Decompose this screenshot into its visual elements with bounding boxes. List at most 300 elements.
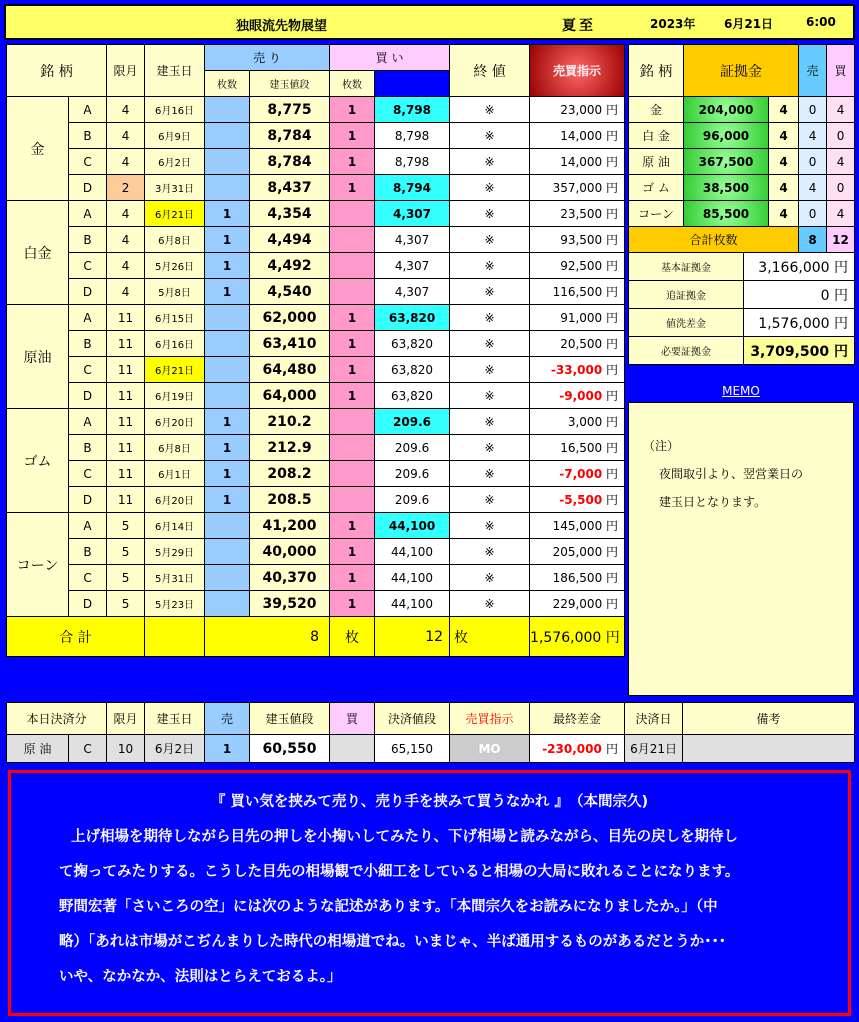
- instruction-cell: ※: [450, 409, 530, 435]
- margin-row: [629, 123, 855, 149]
- close-cell: 209.6: [375, 461, 450, 487]
- total-diff: 1,576,000 円: [530, 617, 625, 657]
- table-row: [7, 565, 625, 591]
- table-row: [7, 227, 625, 253]
- settle-buy: [330, 735, 375, 763]
- entry-date-cell: 6月14日: [145, 513, 205, 539]
- close-cell: 4,307: [375, 201, 450, 227]
- close-cell: 209.6: [375, 409, 450, 435]
- entry-price-cell: 8,784: [250, 123, 330, 149]
- buy-count-cell: 1: [330, 175, 375, 201]
- sub-label: C: [69, 461, 107, 487]
- total-count-label: 合計枚数: [629, 227, 799, 253]
- summary-row: [629, 337, 855, 365]
- instruction-cell: ※: [450, 97, 530, 123]
- settle-header-notes: 備考: [683, 703, 855, 735]
- group-name: ゴム: [7, 409, 69, 513]
- table-row: [7, 201, 625, 227]
- settle-date: 6月2日: [145, 735, 205, 763]
- group-name: コーン: [7, 513, 69, 617]
- settle-sub: C: [69, 735, 107, 763]
- quote-line-1: 上げ相場を期待しながら目先の押しを小掬いしてみたり、下げ相場と読みながら、目先の戻しを期待し: [71, 829, 738, 845]
- memo-line-1: 夜間取引より、翌営業日の: [659, 467, 804, 481]
- diff-cell: 23,000 円: [530, 97, 625, 123]
- memo-header: [628, 380, 854, 400]
- positions-table: [6, 44, 625, 657]
- sell-count-cell: [205, 123, 250, 149]
- settle-header-label: 本日決済分: [7, 703, 107, 735]
- buy-count-cell: [330, 435, 375, 461]
- margin-brand: ゴ ム: [629, 175, 684, 201]
- settle-header-entry-date: 建玉日: [145, 703, 205, 735]
- month-cell: 4: [107, 123, 145, 149]
- sub-label: C: [69, 357, 107, 383]
- total-count-buy: 12: [827, 227, 855, 253]
- margin-header-buy: 買: [827, 45, 855, 97]
- month-cell: 11: [107, 331, 145, 357]
- sell-count-cell: [205, 539, 250, 565]
- month-cell: 11: [107, 409, 145, 435]
- table-row: [7, 97, 625, 123]
- quote-line-4: 略）「あれは市場がこぢんまりした時代の相場道でね。いまじゃ、半ば通用するものがあるだとうか･･･: [59, 934, 726, 950]
- close-cell: 44,100: [375, 591, 450, 617]
- entry-date-cell: 3月31日: [145, 175, 205, 201]
- table-row: [7, 357, 625, 383]
- instruction-cell: ※: [450, 461, 530, 487]
- summary-value: 3,709,500 円: [744, 337, 855, 365]
- header-sell-count: 枚数: [205, 71, 250, 97]
- sell-count-cell: 1: [205, 201, 250, 227]
- entry-price-cell: 39,520: [250, 591, 330, 617]
- instruction-cell: ※: [450, 279, 530, 305]
- entry-date-cell: 6月21日: [145, 357, 205, 383]
- diff-cell: 357,000 円: [530, 175, 625, 201]
- month-cell: 11: [107, 383, 145, 409]
- month-cell: 4: [107, 279, 145, 305]
- buy-count-cell: 1: [330, 331, 375, 357]
- sell-count-cell: [205, 383, 250, 409]
- sell-count-cell: [205, 149, 250, 175]
- group-name: 原油: [7, 305, 69, 409]
- sell-count-cell: 1: [205, 487, 250, 513]
- total-buy-count: 12: [375, 617, 450, 657]
- header-buy-count: 枚数: [330, 71, 375, 97]
- quote-line-5: いや、なかなか、法則はとらえておるよ。」: [59, 969, 342, 985]
- close-cell: 8,794: [375, 175, 450, 201]
- close-cell: 63,820: [375, 383, 450, 409]
- margin-row: [629, 175, 855, 201]
- close-cell: 8,798: [375, 97, 450, 123]
- buy-count-cell: 1: [330, 149, 375, 175]
- memo-note-title: （注）: [643, 439, 680, 453]
- diff-cell: 145,000 円: [530, 513, 625, 539]
- buy-count-cell: [330, 409, 375, 435]
- sub-label: A: [69, 201, 107, 227]
- sub-label: D: [69, 487, 107, 513]
- margin-row: [629, 97, 855, 123]
- margin-sell: 0: [799, 149, 827, 175]
- sub-label: A: [69, 513, 107, 539]
- header-sell: 売 り: [205, 45, 330, 71]
- close-cell: 4,307: [375, 279, 450, 305]
- memo-link[interactable]: MEMO: [722, 384, 760, 398]
- summary-label: 必要証拠金: [629, 337, 744, 365]
- entry-date-cell: 5月23日: [145, 591, 205, 617]
- margin-sell: 4: [799, 123, 827, 149]
- buy-count-cell: [330, 461, 375, 487]
- margin-header-margin: 証拠金: [684, 45, 799, 97]
- buy-count-cell: 1: [330, 383, 375, 409]
- settle-price: 60,550: [250, 735, 330, 763]
- buy-count-cell: 1: [330, 513, 375, 539]
- header-month: 限月: [107, 45, 145, 97]
- buy-count-cell: 1: [330, 97, 375, 123]
- settle-header-settle-price: 決済値段: [375, 703, 450, 735]
- group-name: 金: [7, 97, 69, 201]
- diff-cell: -5,500 円: [530, 487, 625, 513]
- margin-value: 204,000: [684, 97, 769, 123]
- month-cell: 11: [107, 487, 145, 513]
- sell-count-cell: 1: [205, 227, 250, 253]
- margin-buy: 0: [827, 123, 855, 149]
- margin-value: 38,500: [684, 175, 769, 201]
- margin-row: [629, 201, 855, 227]
- memo-box: [628, 402, 854, 696]
- settle-header-sell: 売: [205, 703, 250, 735]
- margin-mult: 4: [769, 123, 799, 149]
- entry-date-cell: 5月31日: [145, 565, 205, 591]
- instruction-cell: ※: [450, 227, 530, 253]
- settle-header-settle-date: 決済日: [625, 703, 683, 735]
- sub-label: A: [69, 409, 107, 435]
- sub-label: B: [69, 435, 107, 461]
- month-cell: 4: [107, 97, 145, 123]
- entry-price-cell: 40,370: [250, 565, 330, 591]
- close-cell: 44,100: [375, 513, 450, 539]
- diff-cell: 229,000 円: [530, 591, 625, 617]
- close-cell: 4,307: [375, 227, 450, 253]
- instruction-cell: ※: [450, 175, 530, 201]
- entry-date-cell: 6月16日: [145, 97, 205, 123]
- entry-price-cell: 4,494: [250, 227, 330, 253]
- instruction-cell: ※: [450, 201, 530, 227]
- settle-notes: [683, 735, 855, 763]
- table-row: [7, 409, 625, 435]
- sell-count-cell: [205, 513, 250, 539]
- entry-price-cell: 62,000: [250, 305, 330, 331]
- header-entry-date: 建玉日: [145, 45, 205, 97]
- sub-label: B: [69, 227, 107, 253]
- buy-count-cell: 1: [330, 539, 375, 565]
- entry-price-cell: 4,540: [250, 279, 330, 305]
- margin-value: 96,000: [684, 123, 769, 149]
- header-brand: 銘 柄: [7, 45, 107, 97]
- total-count-sell: 8: [799, 227, 827, 253]
- close-cell: 209.6: [375, 435, 450, 461]
- header-close: 終 値: [450, 45, 530, 97]
- margin-mult: 4: [769, 175, 799, 201]
- total-sell-unit: 枚: [330, 617, 375, 657]
- instruction-cell: ※: [450, 149, 530, 175]
- settle-header-instruction: 売買指示: [450, 703, 530, 735]
- year-label: 2023年: [650, 17, 696, 31]
- margin-sell: 4: [799, 175, 827, 201]
- summary-label: 値洗差金: [629, 309, 744, 337]
- total-label: 合 計: [7, 617, 145, 657]
- entry-date-cell: 6月16日: [145, 331, 205, 357]
- margin-buy: 0: [827, 175, 855, 201]
- sub-label: D: [69, 279, 107, 305]
- table-row: [7, 383, 625, 409]
- close-cell: 44,100: [375, 539, 450, 565]
- quote-box: [8, 770, 851, 1016]
- instruction-cell: ※: [450, 357, 530, 383]
- table-row: [7, 253, 625, 279]
- diff-cell: 20,500 円: [530, 331, 625, 357]
- entry-date-cell: 6月20日: [145, 487, 205, 513]
- buy-count-cell: 1: [330, 123, 375, 149]
- sub-label: B: [69, 331, 107, 357]
- close-cell: 63,820: [375, 357, 450, 383]
- season-label: 夏至: [562, 18, 596, 34]
- summary-row: [629, 281, 855, 309]
- header-entry-price: 建玉値段: [250, 71, 330, 97]
- diff-cell: -7,000 円: [530, 461, 625, 487]
- entry-date-cell: 5月29日: [145, 539, 205, 565]
- sub-label: C: [69, 253, 107, 279]
- diff-cell: 14,000 円: [530, 123, 625, 149]
- close-cell: 44,100: [375, 565, 450, 591]
- diff-cell: 16,500 円: [530, 435, 625, 461]
- entry-date-cell: 5月26日: [145, 253, 205, 279]
- instruction-cell: ※: [450, 123, 530, 149]
- month-cell: 11: [107, 461, 145, 487]
- month-cell: 4: [107, 227, 145, 253]
- settle-header-final-diff: 最終差金: [530, 703, 625, 735]
- settle-header-month: 限月: [107, 703, 145, 735]
- total-buy-unit: 枚: [450, 617, 530, 657]
- margin-mult: 4: [769, 97, 799, 123]
- sub-label: B: [69, 123, 107, 149]
- entry-price-cell: 8,775: [250, 97, 330, 123]
- quote-line-2: て掬ってみたりする。こうした目先の相場観で小細工をしていると相場の大局に敗れることになります。: [59, 864, 740, 880]
- entry-price-cell: 4,492: [250, 253, 330, 279]
- header-buy: 買 い: [330, 45, 450, 71]
- sub-label: A: [69, 97, 107, 123]
- diff-cell: 186,500 円: [530, 565, 625, 591]
- margin-brand: 金: [629, 97, 684, 123]
- sell-count-cell: [205, 565, 250, 591]
- entry-date-cell: 5月8日: [145, 279, 205, 305]
- margin-row: [629, 149, 855, 175]
- entry-date-cell: 6月8日: [145, 227, 205, 253]
- table-row: [7, 435, 625, 461]
- instruction-cell: ※: [450, 487, 530, 513]
- buy-count-cell: 1: [330, 357, 375, 383]
- diff-cell: 23,500 円: [530, 201, 625, 227]
- table-row: [7, 591, 625, 617]
- sell-count-cell: 1: [205, 461, 250, 487]
- entry-date-cell: 6月21日: [145, 201, 205, 227]
- title-bar: [4, 4, 855, 40]
- entry-price-cell: 64,000: [250, 383, 330, 409]
- sell-count-cell: [205, 591, 250, 617]
- buy-count-cell: [330, 201, 375, 227]
- diff-cell: 91,000 円: [530, 305, 625, 331]
- settle-settle-date: 6月21日: [625, 735, 683, 763]
- entry-date-cell: 6月15日: [145, 305, 205, 331]
- entry-price-cell: 63,410: [250, 331, 330, 357]
- table-row: [7, 305, 625, 331]
- table-row: [7, 461, 625, 487]
- summary-row: [629, 253, 855, 281]
- buy-count-cell: 1: [330, 591, 375, 617]
- group-name: 白金: [7, 201, 69, 305]
- buy-count-cell: [330, 487, 375, 513]
- instruction-cell: ※: [450, 435, 530, 461]
- diff-cell: 92,500 円: [530, 253, 625, 279]
- sell-count-cell: [205, 175, 250, 201]
- diff-cell: 3,000 円: [530, 409, 625, 435]
- buy-count-cell: [330, 227, 375, 253]
- sell-count-cell: 1: [205, 409, 250, 435]
- margin-buy: 4: [827, 201, 855, 227]
- sell-count-cell: 1: [205, 253, 250, 279]
- entry-date-cell: 6月20日: [145, 409, 205, 435]
- sell-count-cell: 1: [205, 279, 250, 305]
- margin-buy: 4: [827, 149, 855, 175]
- close-cell: 63,820: [375, 331, 450, 357]
- entry-price-cell: 41,200: [250, 513, 330, 539]
- margin-mult: 4: [769, 149, 799, 175]
- month-cell: 5: [107, 539, 145, 565]
- header-instruction: 売買指示: [530, 45, 625, 97]
- close-cell: 63,820: [375, 305, 450, 331]
- entry-price-cell: 212.9: [250, 435, 330, 461]
- month-cell: 4: [107, 201, 145, 227]
- margin-mult: 4: [769, 201, 799, 227]
- summary-label: 追証拠金: [629, 281, 744, 309]
- close-cell: 209.6: [375, 487, 450, 513]
- margin-brand: 原 油: [629, 149, 684, 175]
- settle-final-diff: -230,000 円: [530, 735, 625, 763]
- month-cell: 11: [107, 435, 145, 461]
- sell-count-cell: [205, 305, 250, 331]
- month-cell: 11: [107, 305, 145, 331]
- month-cell: 5: [107, 565, 145, 591]
- month-cell: 4: [107, 149, 145, 175]
- instruction-cell: ※: [450, 383, 530, 409]
- entry-date-cell: 6月9日: [145, 123, 205, 149]
- summary-label: 基本証拠金: [629, 253, 744, 281]
- summary-row: [629, 309, 855, 337]
- settle-header-buy: 買: [330, 703, 375, 735]
- summary-value: 1,576,000 円: [744, 309, 855, 337]
- settle-month: 10: [107, 735, 145, 763]
- entry-date-cell: 6月19日: [145, 383, 205, 409]
- month-cell: 11: [107, 357, 145, 383]
- sub-label: D: [69, 175, 107, 201]
- entry-price-cell: 208.5: [250, 487, 330, 513]
- summary-value: 3,166,000 円: [744, 253, 855, 281]
- sub-label: D: [69, 383, 107, 409]
- entry-date-cell: 6月1日: [145, 461, 205, 487]
- sub-label: B: [69, 539, 107, 565]
- instruction-cell: ※: [450, 539, 530, 565]
- margin-header-brand: 銘 柄: [629, 45, 684, 97]
- close-cell: 8,798: [375, 123, 450, 149]
- sell-count-cell: [205, 97, 250, 123]
- table-row: [7, 175, 625, 201]
- buy-count-cell: 1: [330, 565, 375, 591]
- instruction-cell: ※: [450, 565, 530, 591]
- instruction-cell: ※: [450, 253, 530, 279]
- entry-price-cell: 64,480: [250, 357, 330, 383]
- table-row: [7, 487, 625, 513]
- entry-price-cell: 208.2: [250, 461, 330, 487]
- instruction-cell: ※: [450, 305, 530, 331]
- instruction-cell: ※: [450, 513, 530, 539]
- settle-settle-price: 65,150: [375, 735, 450, 763]
- entry-price-cell: 4,354: [250, 201, 330, 227]
- month-cell: 2: [107, 175, 145, 201]
- margin-brand: コーン: [629, 201, 684, 227]
- close-cell: 8,798: [375, 149, 450, 175]
- page-title: 独眼流先物展望: [236, 19, 328, 34]
- month-cell: 5: [107, 591, 145, 617]
- quote-heading: 『 買い気を挟みて売り、売り手を挟みて買うなかれ 』 （本間宗久): [210, 794, 649, 810]
- table-row: [7, 539, 625, 565]
- sell-count-cell: [205, 331, 250, 357]
- settlement-table: [6, 702, 855, 763]
- sub-label: A: [69, 305, 107, 331]
- entry-price-cell: 8,784: [250, 149, 330, 175]
- diff-cell: -9,000 円: [530, 383, 625, 409]
- memo-line-2: 建玉日となります。: [659, 495, 767, 509]
- buy-count-cell: [330, 253, 375, 279]
- margin-header-sell: 売: [799, 45, 827, 97]
- table-row: [7, 331, 625, 357]
- diff-cell: 205,000 円: [530, 539, 625, 565]
- total-sell-count: 8: [205, 617, 330, 657]
- diff-cell: -33,000 円: [530, 357, 625, 383]
- entry-price-cell: 210.2: [250, 409, 330, 435]
- margin-value: 367,500: [684, 149, 769, 175]
- diff-cell: 93,500 円: [530, 227, 625, 253]
- table-row: [7, 279, 625, 305]
- diff-cell: 14,000 円: [530, 149, 625, 175]
- summary-value: 0 円: [744, 281, 855, 309]
- margin-sell: 0: [799, 97, 827, 123]
- entry-price-cell: 40,000: [250, 539, 330, 565]
- entry-date-cell: 6月8日: [145, 435, 205, 461]
- month-cell: 5: [107, 513, 145, 539]
- entry-price-cell: 8,437: [250, 175, 330, 201]
- buy-count-cell: 1: [330, 305, 375, 331]
- instruction-cell: ※: [450, 591, 530, 617]
- date-label: 6月21日: [724, 17, 774, 31]
- table-row: [7, 513, 625, 539]
- sell-count-cell: 1: [205, 435, 250, 461]
- time-label: 6:00: [806, 15, 836, 29]
- margin-table: [628, 44, 855, 365]
- settle-header-entry-price: 建玉値段: [250, 703, 330, 735]
- sub-label: C: [69, 565, 107, 591]
- sub-label: D: [69, 591, 107, 617]
- entry-date-cell: 6月2日: [145, 149, 205, 175]
- margin-buy: 4: [827, 97, 855, 123]
- table-row: [7, 149, 625, 175]
